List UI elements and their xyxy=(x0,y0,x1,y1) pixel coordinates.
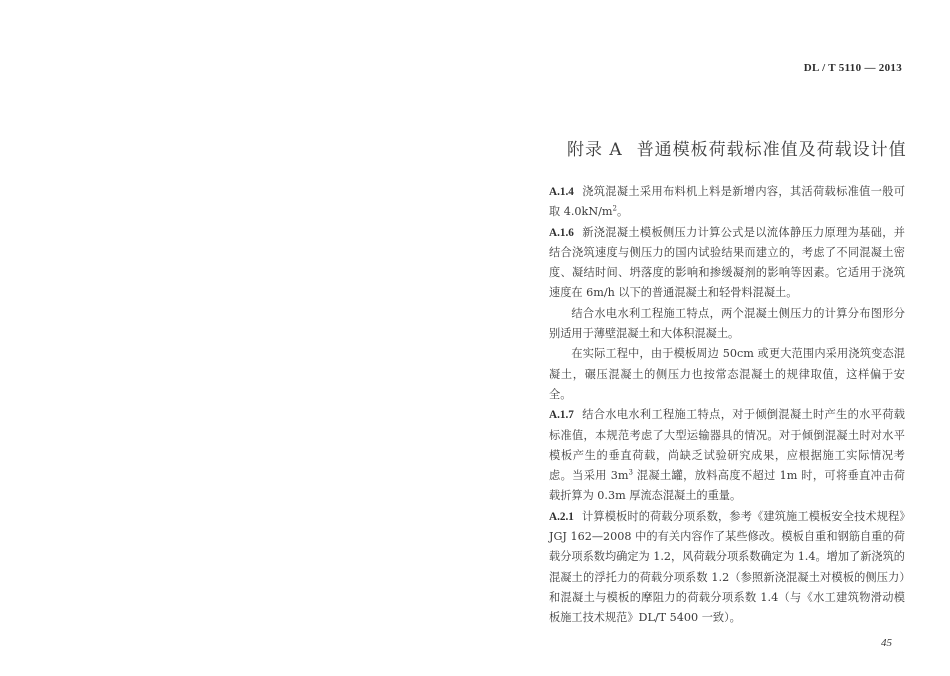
clause-number: A.1.7 xyxy=(549,409,574,422)
paragraph-text-end: 。 xyxy=(616,205,629,219)
paragraph-text: 计算模板时的荷载分项系数，参考《建筑施工模板安全技术规程》JGJ 162—2008 中的有关内容作了某些修改。模板自重和钢筋自重的荷载分项系数均确定为 1.2，风荷载分项系数确定为 1.4。增加了新浇筑的混凝土的浮托力的荷载分项系数 1.2（参照新浇混凝土对模板的侧压力）和混凝土与模板的摩阻力的荷载分项系数 1.4（与《水工建筑物滑动模板施工技术规范》DL/T 5400 一致）。 xyxy=(549,509,905,625)
paragraph-text-end: 混凝土罐，放料高度不超过 1m 时，可将垂直冲击荷载折算为 0.3m 厚流态混凝土的重量。 xyxy=(549,469,905,503)
superscript: 2 xyxy=(612,204,617,213)
clause-a-1-6-paragraph xyxy=(549,223,905,304)
paragraph-text: 结合水电水利工程施工特点，对于倾倒混凝土时产生的水平荷载标准值，本规范考虑了大型运输器具的情况。对于倾倒混凝土时对水平模板产生的垂直荷载，尚缺乏试验研究成果，应根据施工实际情况考虑。当采用 3m xyxy=(549,408,905,483)
paragraph-text: 新浇混凝土模板侧压力计算公式是以流体静压力原理为基础，并结合浇筑速度与侧压力的国内试验结果而建立的，考虑了不同混凝土密度、凝结时间、坍落度的影响和掺缓凝剂的影响等因素。它适用于浇筑速度在 6m/h 以下的普通混凝土和轻骨料混凝土。 xyxy=(549,225,905,300)
clause-a-2-1-paragraph xyxy=(549,507,905,629)
paragraph-practical-engineering: 在实际工程中，由于模板周边 50cm 或更大范围内采用浇筑变态混凝土，碾压混凝土的侧压力也按常态混凝土的规律取值，这样偏于安全。 xyxy=(549,347,905,401)
paragraph-pressure-distribution: 结合水电水利工程施工特点，两个混凝土侧压力的计算分布图形分别适用于薄壁混凝土和大体积混凝土。 xyxy=(549,306,905,341)
paragraph-text: 浇筑混凝土采用布料机上料是新增内容，其活荷载标准值一般可取 4.0kN/m xyxy=(549,185,905,219)
superscript: 3 xyxy=(628,468,633,477)
appendix-title xyxy=(567,135,907,160)
standard-code-header: DL / T 5110 — 2013 xyxy=(803,62,902,74)
page-number: 45 xyxy=(881,637,892,649)
clause-number: A.1.4 xyxy=(549,186,574,198)
clause-number: A.1.6 xyxy=(549,226,574,239)
document-body xyxy=(549,182,905,629)
appendix-title-text: 普通模板荷载标准值及荷载设计值 xyxy=(636,140,907,160)
clause-a-1-7-paragraph xyxy=(549,405,905,506)
clause-a-1-4-paragraph xyxy=(549,182,905,223)
appendix-label: 附录 A xyxy=(567,140,623,160)
clause-number: A.2.1 xyxy=(549,510,574,523)
